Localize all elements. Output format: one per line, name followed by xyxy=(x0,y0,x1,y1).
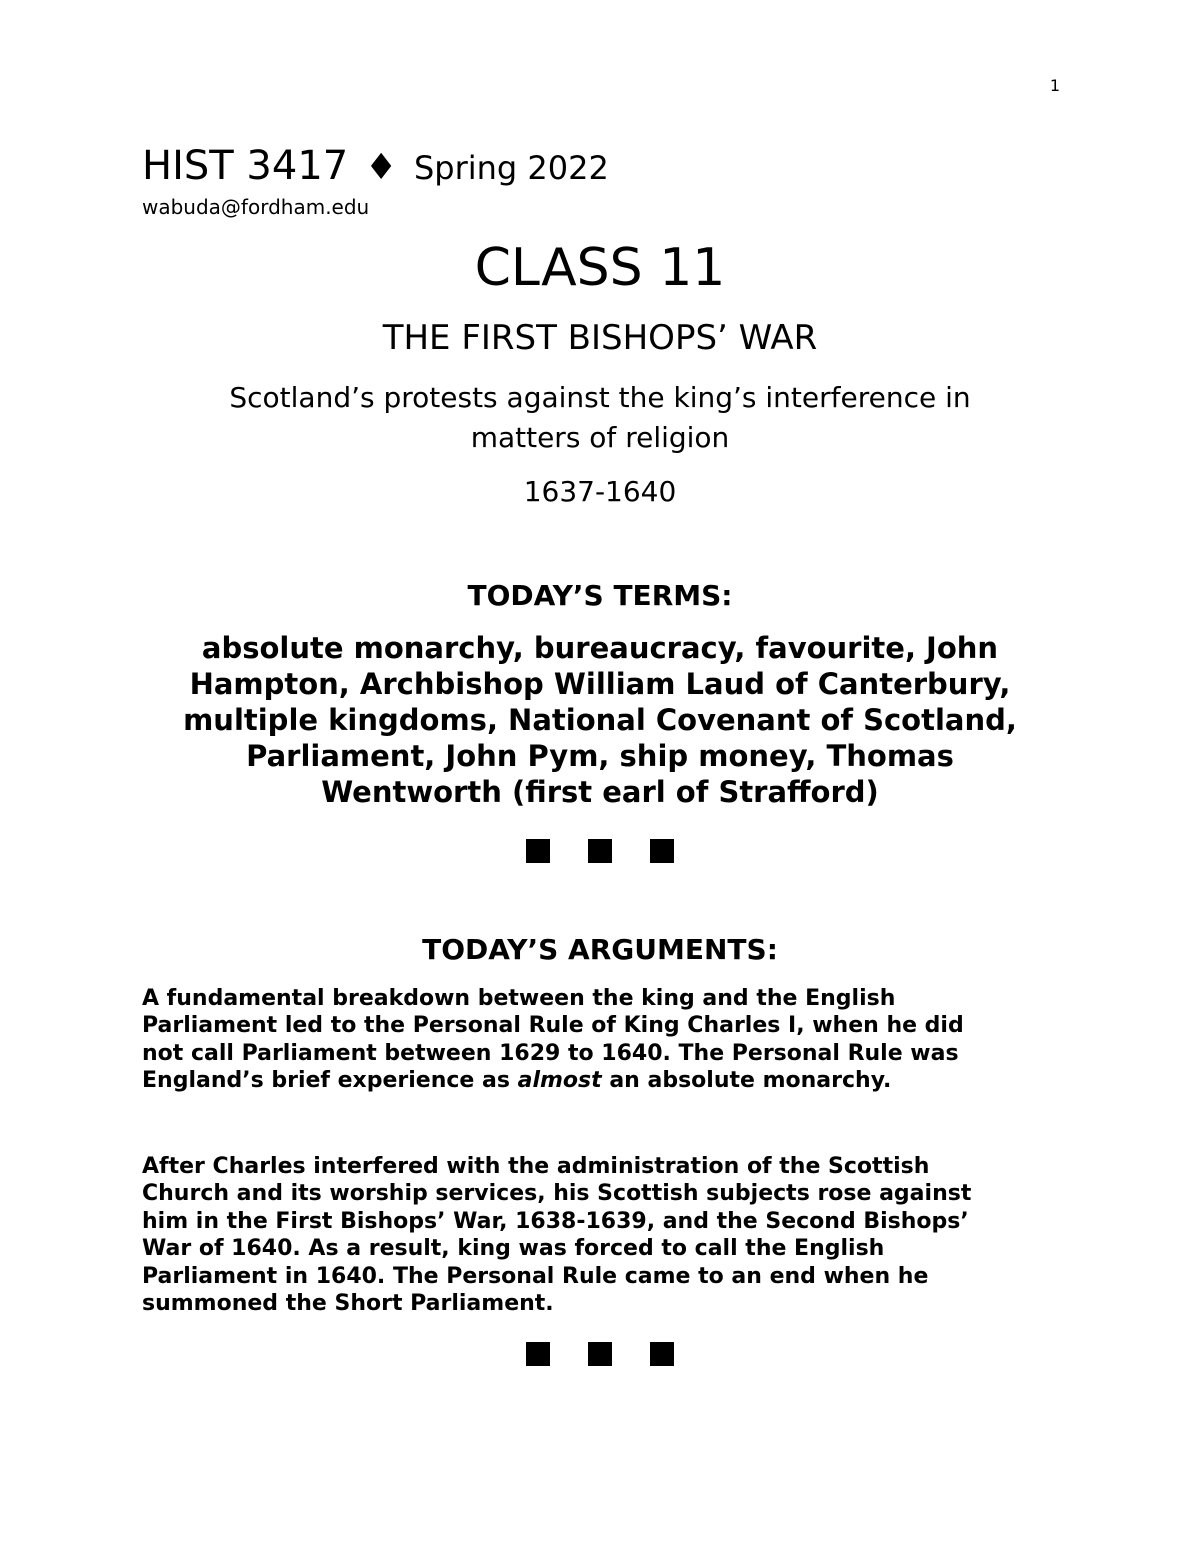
paragraph-text: an absolute monarchy. xyxy=(601,1068,892,1094)
paragraph-line xyxy=(142,1067,1062,1094)
argument-paragraph-1 xyxy=(142,985,1062,1095)
lecture-title: THE FIRST BISHOPS’ WAR xyxy=(382,318,818,358)
terms-heading: TODAY’S TERMS: xyxy=(467,579,733,612)
terms-list xyxy=(140,630,1060,810)
class-title: CLASS 11 xyxy=(474,238,726,298)
diamond-separator-icon: ♦ xyxy=(364,147,398,188)
course-code: HIST 3417 xyxy=(142,143,349,189)
paragraph-line: After Charles interfered with the administration of the Scottish xyxy=(142,1154,930,1179)
black-square-icon xyxy=(650,1342,674,1366)
emphasized-text: almost xyxy=(517,1068,602,1094)
terms-line: absolute monarchy, bureaucracy, favourite, John xyxy=(201,631,999,665)
paragraph-line: War of 1640. As a result, king was forced to call the English xyxy=(142,1236,885,1262)
black-square-icon xyxy=(526,1342,550,1366)
section-divider xyxy=(0,839,1200,863)
course-line xyxy=(142,140,609,194)
arguments-heading: TODAY’S ARGUMENTS: xyxy=(422,933,778,966)
course-term: Spring 2022 xyxy=(413,149,609,187)
section-divider xyxy=(0,1342,1200,1366)
paragraph-line: Parliament in 1640. The Personal Rule came to an end when he xyxy=(142,1263,929,1289)
instructor-email: wabuda@fordham.edu xyxy=(142,195,370,219)
terms-line: Wentworth (first earl of Strafford) xyxy=(321,775,879,809)
paragraph-line: not call Parliament between 1629 to 1640. The Personal Rule was xyxy=(142,1040,959,1066)
lecture-subtitle xyxy=(140,378,1060,458)
terms-line: multiple kingdoms, National Covenant of Scotland, xyxy=(183,703,1017,737)
paragraph-line: him in the First Bishops’ War, 1638-1639, and the Second Bishops’ xyxy=(142,1208,969,1234)
black-square-icon xyxy=(526,839,550,863)
course-header xyxy=(142,140,609,220)
paragraph-line: A fundamental breakdown between the king and the English xyxy=(142,986,896,1011)
terms-line: Hampton, Archbishop William Laud of Canterbury, xyxy=(189,667,1011,701)
black-square-icon xyxy=(588,1342,612,1366)
lecture-dates: 1637-1640 xyxy=(523,475,677,508)
black-square-icon xyxy=(650,839,674,863)
subtitle-line: matters of religion xyxy=(470,421,730,454)
paragraph-line: summoned the Short Parliament. xyxy=(142,1291,554,1317)
paragraph-text: England’s brief experience as xyxy=(142,1068,518,1094)
terms-line: Parliament, John Pym, ship money, Thomas xyxy=(246,739,954,773)
paragraph-line: Church and its worship services, his Scottish subjects rose against xyxy=(142,1181,972,1207)
argument-paragraph-2 xyxy=(142,1153,1062,1317)
page-number: 1 xyxy=(1049,76,1060,95)
black-square-icon xyxy=(588,839,612,863)
paragraph-line: Parliament led to the Personal Rule of King Charles I, when he did xyxy=(142,1013,964,1039)
subtitle-line: Scotland’s protests against the king’s interference in xyxy=(229,381,971,414)
